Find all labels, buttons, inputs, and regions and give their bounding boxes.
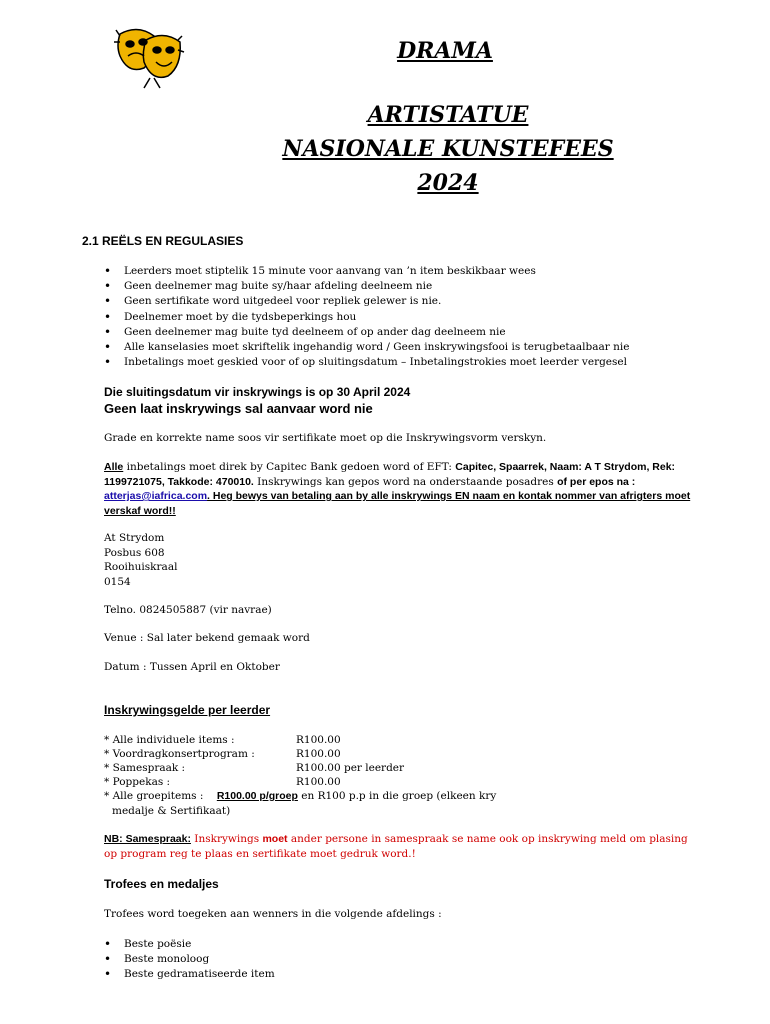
subtitle-year: 2024: [417, 170, 479, 196]
nb-must: moet: [262, 833, 288, 845]
address-code: 0154: [104, 575, 131, 588]
fee-row: * Voordragkonsertprogram : R100.00: [104, 748, 341, 760]
payment-text: inbetalings moet direk by Capitec Bank gedoen word of EFT:: [123, 461, 456, 473]
rule-item: • Geen sertifikate word uitgedeel voor repliek gelewer is nie.: [104, 294, 629, 309]
payment-post: Inskrywings kan gepos word na onderstaande posadres: [253, 475, 558, 488]
bank-details: Capitec, Spaarrek, Naam: A T Strydom, Rek: 1199721075, Takkode: 470010.: [104, 461, 676, 488]
rule-item: • Leerders moet stiptelik 15 minute voor aanvang van ’n item beskikbaar wees: [104, 264, 629, 279]
nb-label: NB: Samespraak:: [104, 833, 191, 845]
trophies-list: [104, 937, 275, 983]
rule-item: • Inbetalings moet geskied voor of op sluitingsdatum – Inbetalingstrokies moet leerder vergesel: [104, 355, 629, 370]
address-line2: Rooihuiskraal: [104, 561, 178, 573]
trophy-item: • Beste monoloog: [104, 952, 275, 967]
payment-email-intro: of per epos na :: [557, 475, 636, 488]
email-link[interactable]: atterjas@iafrica.com: [104, 490, 208, 502]
address-block: [104, 531, 177, 589]
fee-row: * Samespraak : R100.00 per leerder: [104, 762, 405, 774]
rule-item: • Geen deelnemer mag buite sy/haar afdeling deelneem nie: [104, 279, 629, 294]
rules-heading: 2.1 REËLS EN REGULASIES: [82, 234, 244, 248]
venue: Venue : Sal later bekend gemaak word: [104, 632, 310, 644]
telephone: Telno. 0824505887 (vir navrae): [104, 604, 272, 616]
fees-table: [104, 733, 404, 789]
closing-date: Die sluitingsdatum vir inskrywings is op 30 April 2024: [104, 385, 411, 399]
subtitle-artistatue: ARTISTATUE: [367, 102, 529, 128]
address-name: At Strydom: [104, 532, 165, 544]
payment-proof-note: . Heg bewys van betaling aan by alle inskrywings EN naam en kontak nommer van afrigters moet verskaf word!!: [104, 490, 691, 517]
group-fee: * Alle groepitems : R100.00 p/groep en R100 p.p in die groep (elkeen kry medalje & Sertifikaat): [104, 790, 497, 817]
subtitle-festival: NASIONALE KUNSTEFEES: [282, 136, 614, 162]
trophy-item: • Beste poësie: [104, 937, 275, 952]
trophies-heading: Trofees en medaljes: [104, 877, 219, 891]
payment-paragraph: [104, 460, 704, 518]
rule-item: • Alle kanselasies moet skriftelik ingehandig word / Geen inskrywingsfooi is terugbetaalbaar nie: [104, 340, 629, 355]
rule-item: • Deelnemer moet by die tydsbeperkings hou: [104, 310, 629, 325]
rule-item: • Geen deelnemer mag buite tyd deelneem of op ander dag deelneem nie: [104, 325, 629, 340]
document-title: DRAMA: [397, 38, 493, 64]
no-late-entries: Geen laat inskrywings sal aanvaar word nie: [104, 401, 373, 416]
payment-all: Alle: [104, 461, 124, 473]
grades-note: Grade en korrekte name soos vir sertifikate moet op die Inskrywingsvorm verskyn.: [104, 432, 547, 444]
trophy-item: • Beste gedramatiseerde item: [104, 967, 275, 982]
fee-row: * Poppekas : R100.00: [104, 776, 341, 788]
drama-masks-logo-icon: [110, 22, 190, 92]
fee-row: * Alle individuele items : R100.00: [104, 734, 341, 746]
nb-note: NB: Samespraak: Inskrywings moet ander persone in samespraak se name ook op inskrywing meld om plasing op program reg te plaas en sertifikate moet gedruk word.!: [104, 833, 688, 860]
group-fee-amount: R100.00 p/groep: [216, 790, 298, 802]
datum: Datum : Tussen April en Oktober: [104, 661, 280, 673]
trophies-intro: Trofees word toegeken aan wenners in die volgende afdelings :: [104, 908, 442, 920]
rules-list: [104, 264, 629, 370]
fees-heading: Inskrywingsgelde per leerder: [104, 703, 271, 717]
address-line1: Posbus 608: [104, 546, 165, 559]
